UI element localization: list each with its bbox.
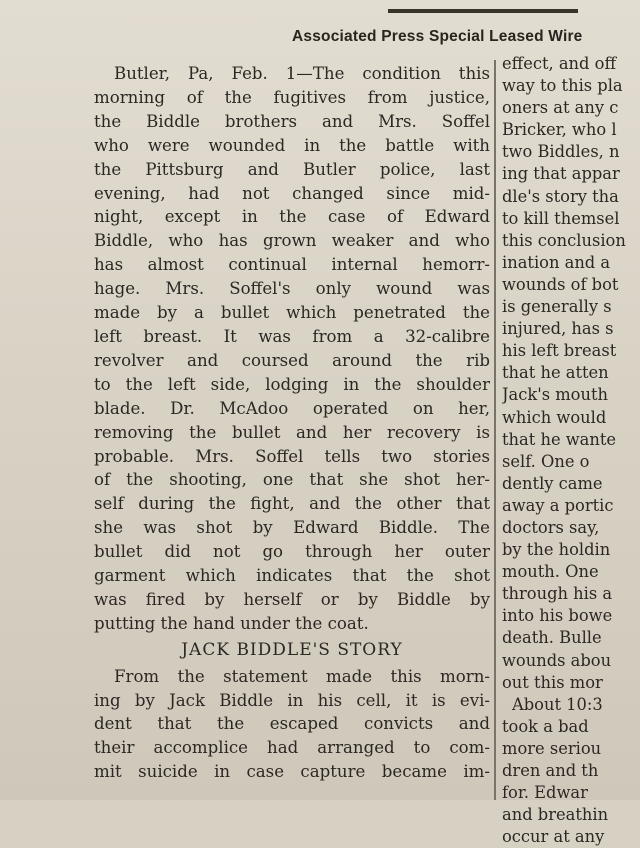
text-line: garment which indicates that the shot — [94, 566, 490, 586]
text-line: removing the bullet and her recovery is — [94, 422, 490, 442]
text-line: bullet did not go through her outer — [94, 542, 490, 562]
text-line: two Biddles, n — [502, 142, 620, 162]
text-line: Butler, Pa, Feb. 1—The condition this — [114, 64, 490, 83]
text-line: injured, has s — [502, 319, 614, 339]
article-subheading: JACK BIDDLE'S STORY — [181, 639, 403, 660]
text-line: their accomplice had arranged to com- — [94, 738, 490, 758]
text-line: night, except in the case of Edward — [94, 207, 490, 227]
text-line: mit suicide in case capture became im- — [94, 762, 490, 782]
text-line: by the holdin — [502, 540, 611, 560]
text-line: left breast. It was from a 32-calibre — [94, 326, 490, 346]
text-line: to the left side, lodging in the shoulder — [94, 374, 490, 394]
text-line: dren and th — [502, 761, 599, 780]
text-line: ing by Jack Biddle in his cell, it is evi- — [94, 690, 490, 710]
text-line: occur at any — [502, 827, 605, 847]
text-line: self during the fight, and the other that — [94, 494, 490, 514]
text-line: effect, and off — [502, 54, 617, 73]
text-line: death. Bulle — [502, 628, 602, 648]
text-line: and breathin — [502, 805, 609, 825]
text-line: ination and a — [502, 252, 611, 272]
text-line: revolver and coursed around the rib — [94, 350, 490, 370]
text-line: his left breast — [502, 341, 617, 361]
text-line: About 10:3 — [512, 694, 603, 714]
text-line: that he atten — [502, 363, 609, 383]
text-line: the Biddle brothers and Mrs. Soffel — [94, 111, 490, 131]
text-line: ing that appar — [502, 164, 620, 184]
text-line: wounds abou — [502, 650, 612, 670]
text-line: out this mor — [502, 672, 603, 692]
text-line: for. Edwar — [502, 783, 588, 803]
article-paragraph-2 — [94, 665, 490, 785]
article-paragraph-1 — [94, 62, 490, 636]
text-line: putting the hand under the coat. — [94, 613, 369, 633]
text-line: of the shooting, one that she shot her- — [94, 470, 490, 490]
text-line: Biddle, who has grown weaker and who — [94, 231, 490, 251]
text-line: self. One o — [502, 451, 590, 471]
text-line: Jack's mouth — [502, 385, 608, 405]
text-line: was fired by herself or by Biddle by — [94, 589, 490, 609]
right-column-article — [502, 53, 640, 848]
text-line: dently came — [502, 473, 603, 493]
text-line: who were wounded in the battle with — [94, 135, 490, 155]
wire-credit: Associated Press Special Leased Wire — [292, 28, 583, 45]
text-line: wounds of bot — [502, 274, 619, 294]
text-line: doctors say, — [502, 517, 600, 537]
text-line: she was shot by Edward Biddle. The — [94, 518, 490, 538]
header-rule — [388, 9, 578, 13]
text-line: this conclusion — [502, 230, 626, 250]
text-line: mouth. One — [502, 562, 599, 582]
text-line: oners at any c — [502, 98, 619, 118]
text-line: dle's story tha — [502, 186, 619, 206]
text-line: dent that the escaped convicts and — [94, 714, 490, 734]
text-line: through his a — [502, 584, 613, 604]
text-line: morning of the fugitives from justice, — [94, 87, 490, 107]
text-line: Bricker, who l — [502, 120, 617, 140]
text-line: way to this pla — [502, 76, 623, 96]
left-column-article — [94, 62, 490, 784]
text-line: made by a bullet which penetrated the — [94, 303, 490, 323]
text-line: hage. Mrs. Soffel's only wound was — [94, 279, 490, 299]
text-line: has almost continual internal hemorr- — [94, 255, 490, 275]
text-line: took a bad — [502, 716, 589, 736]
text-line: into his bowe — [502, 606, 613, 626]
text-line: evening, had not changed since mid- — [94, 183, 490, 203]
text-line: From the statement made this morn- — [114, 666, 490, 686]
text-line: more seriou — [502, 738, 602, 758]
text-line: which would — [502, 407, 607, 427]
column-divider — [494, 60, 496, 800]
text-line: is generally s — [502, 297, 612, 317]
text-line: to kill themsel — [502, 208, 620, 228]
text-line: probable. Mrs. Soffel tells two stories — [94, 446, 490, 466]
text-line: blade. Dr. McAdoo operated on her, — [94, 398, 490, 418]
text-line: away a portic — [502, 495, 614, 515]
text-line: that he wante — [502, 429, 617, 449]
text-line: the Pittsburg and Butler police, last — [94, 159, 490, 179]
